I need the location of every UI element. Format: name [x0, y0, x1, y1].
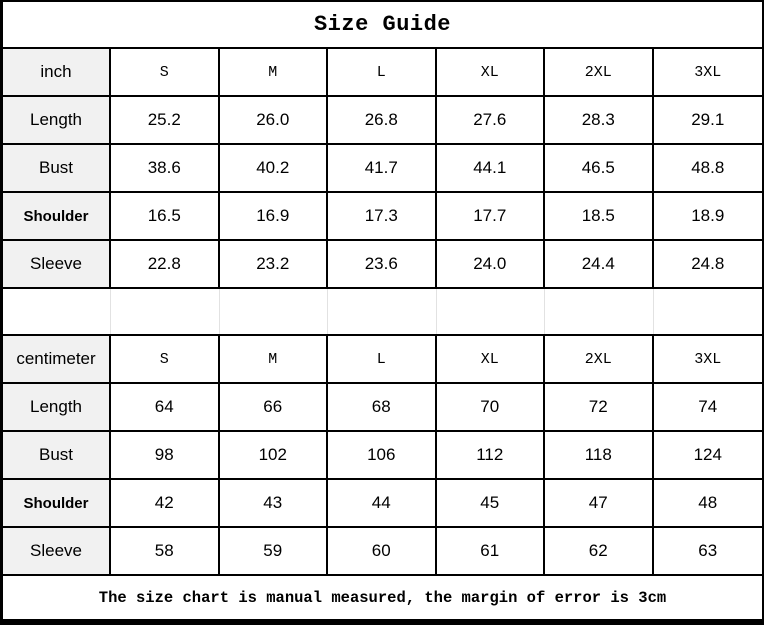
value-cell: 58 — [111, 528, 220, 574]
row-label: Length — [3, 97, 111, 143]
value-cell: 98 — [111, 432, 220, 478]
value-cell: 45 — [437, 480, 546, 526]
value-cell: 102 — [220, 432, 329, 478]
value-cell: 61 — [437, 528, 546, 574]
value-cell: 43 — [220, 480, 329, 526]
size-header-xl: XL — [437, 49, 546, 95]
value-cell: 47 — [545, 480, 654, 526]
value-cell: 112 — [437, 432, 546, 478]
value-cell: 26.0 — [220, 97, 329, 143]
value-cell: 23.6 — [328, 241, 437, 287]
value-cell: 124 — [693, 445, 722, 464]
value-cell: 16.5 — [111, 193, 220, 239]
value-cell: 40.2 — [220, 145, 329, 191]
value-cell: 66 — [220, 384, 329, 430]
centimeter-header-row — [3, 336, 762, 384]
size-header-m: M — [220, 49, 329, 95]
row-label: Shoulder — [3, 193, 111, 239]
value-cell: 64 — [111, 384, 220, 430]
size-header-2xl: 2XL — [545, 49, 654, 95]
value-cell: 18.9 — [691, 206, 725, 225]
size-header-l: L — [328, 336, 437, 382]
spacer-cell — [437, 289, 546, 334]
value-cell: 106 — [328, 432, 437, 478]
size-header-l: L — [328, 49, 437, 95]
value-cell: 44.1 — [437, 145, 546, 191]
centimeter-table — [3, 336, 762, 576]
spacer-cell — [545, 289, 654, 334]
value-cell: 48 — [698, 493, 718, 512]
value-cell: 48.8 — [691, 158, 725, 177]
size-header-s: S — [111, 49, 220, 95]
centimeter-bust-row — [3, 432, 762, 480]
spacer-cell — [220, 289, 329, 334]
row-label: Sleeve — [3, 241, 111, 287]
spacer-row — [3, 289, 762, 336]
inch-bust-row — [3, 145, 762, 193]
value-cell: 22.8 — [111, 241, 220, 287]
size-header-xl: XL — [437, 336, 546, 382]
value-cell: 17.3 — [328, 193, 437, 239]
inch-sleeve-row — [3, 241, 762, 289]
value-cell: 60 — [328, 528, 437, 574]
value-cell: 59 — [220, 528, 329, 574]
inch-shoulder-row — [3, 193, 762, 241]
value-cell: 72 — [545, 384, 654, 430]
size-header-2xl: 2XL — [545, 336, 654, 382]
centimeter-sleeve-row — [3, 528, 762, 576]
spacer-cell — [654, 289, 763, 334]
row-label: Sleeve — [3, 528, 111, 574]
value-cell: 63 — [698, 541, 718, 560]
row-label: Length — [3, 384, 111, 430]
value-cell: 38.6 — [111, 145, 220, 191]
value-cell: 23.2 — [220, 241, 329, 287]
value-cell: 68 — [328, 384, 437, 430]
value-cell: 24.4 — [545, 241, 654, 287]
value-cell: 27.6 — [437, 97, 546, 143]
centimeter-length-row — [3, 384, 762, 432]
value-cell: 62 — [545, 528, 654, 574]
value-cell: 24.8 — [691, 254, 725, 273]
unit-label-centimeter: centimeter — [3, 336, 111, 382]
spacer-cell — [111, 289, 220, 334]
size-header-3xl: 3XL — [694, 350, 722, 368]
size-header-3xl: 3XL — [694, 63, 722, 81]
spacer-cell — [3, 289, 111, 334]
row-label: Shoulder — [3, 480, 111, 526]
row-label: Bust — [3, 145, 111, 191]
row-label: Bust — [3, 432, 111, 478]
value-cell: 44 — [328, 480, 437, 526]
inch-header-row — [3, 49, 762, 97]
value-cell: 70 — [437, 384, 546, 430]
value-cell: 74 — [698, 397, 718, 416]
inch-table — [3, 49, 762, 289]
value-cell: 29.1 — [691, 110, 725, 129]
unit-label-inch: inch — [3, 49, 111, 95]
value-cell: 46.5 — [545, 145, 654, 191]
value-cell: 118 — [545, 432, 654, 478]
value-cell: 25.2 — [111, 97, 220, 143]
value-cell: 41.7 — [328, 145, 437, 191]
value-cell: 28.3 — [545, 97, 654, 143]
value-cell: 17.7 — [437, 193, 546, 239]
size-header-m: M — [220, 336, 329, 382]
size-header-s: S — [111, 336, 220, 382]
value-cell: 18.5 — [545, 193, 654, 239]
page-title: Size Guide — [3, 2, 762, 49]
value-cell: 16.9 — [220, 193, 329, 239]
inch-length-row — [3, 97, 762, 145]
centimeter-shoulder-row — [3, 480, 762, 528]
value-cell: 26.8 — [328, 97, 437, 143]
value-cell: 24.0 — [437, 241, 546, 287]
footer-note: The size chart is manual measured, the margin of error is 3cm — [98, 588, 667, 607]
value-cell: 42 — [111, 480, 220, 526]
spacer-cell — [328, 289, 437, 334]
